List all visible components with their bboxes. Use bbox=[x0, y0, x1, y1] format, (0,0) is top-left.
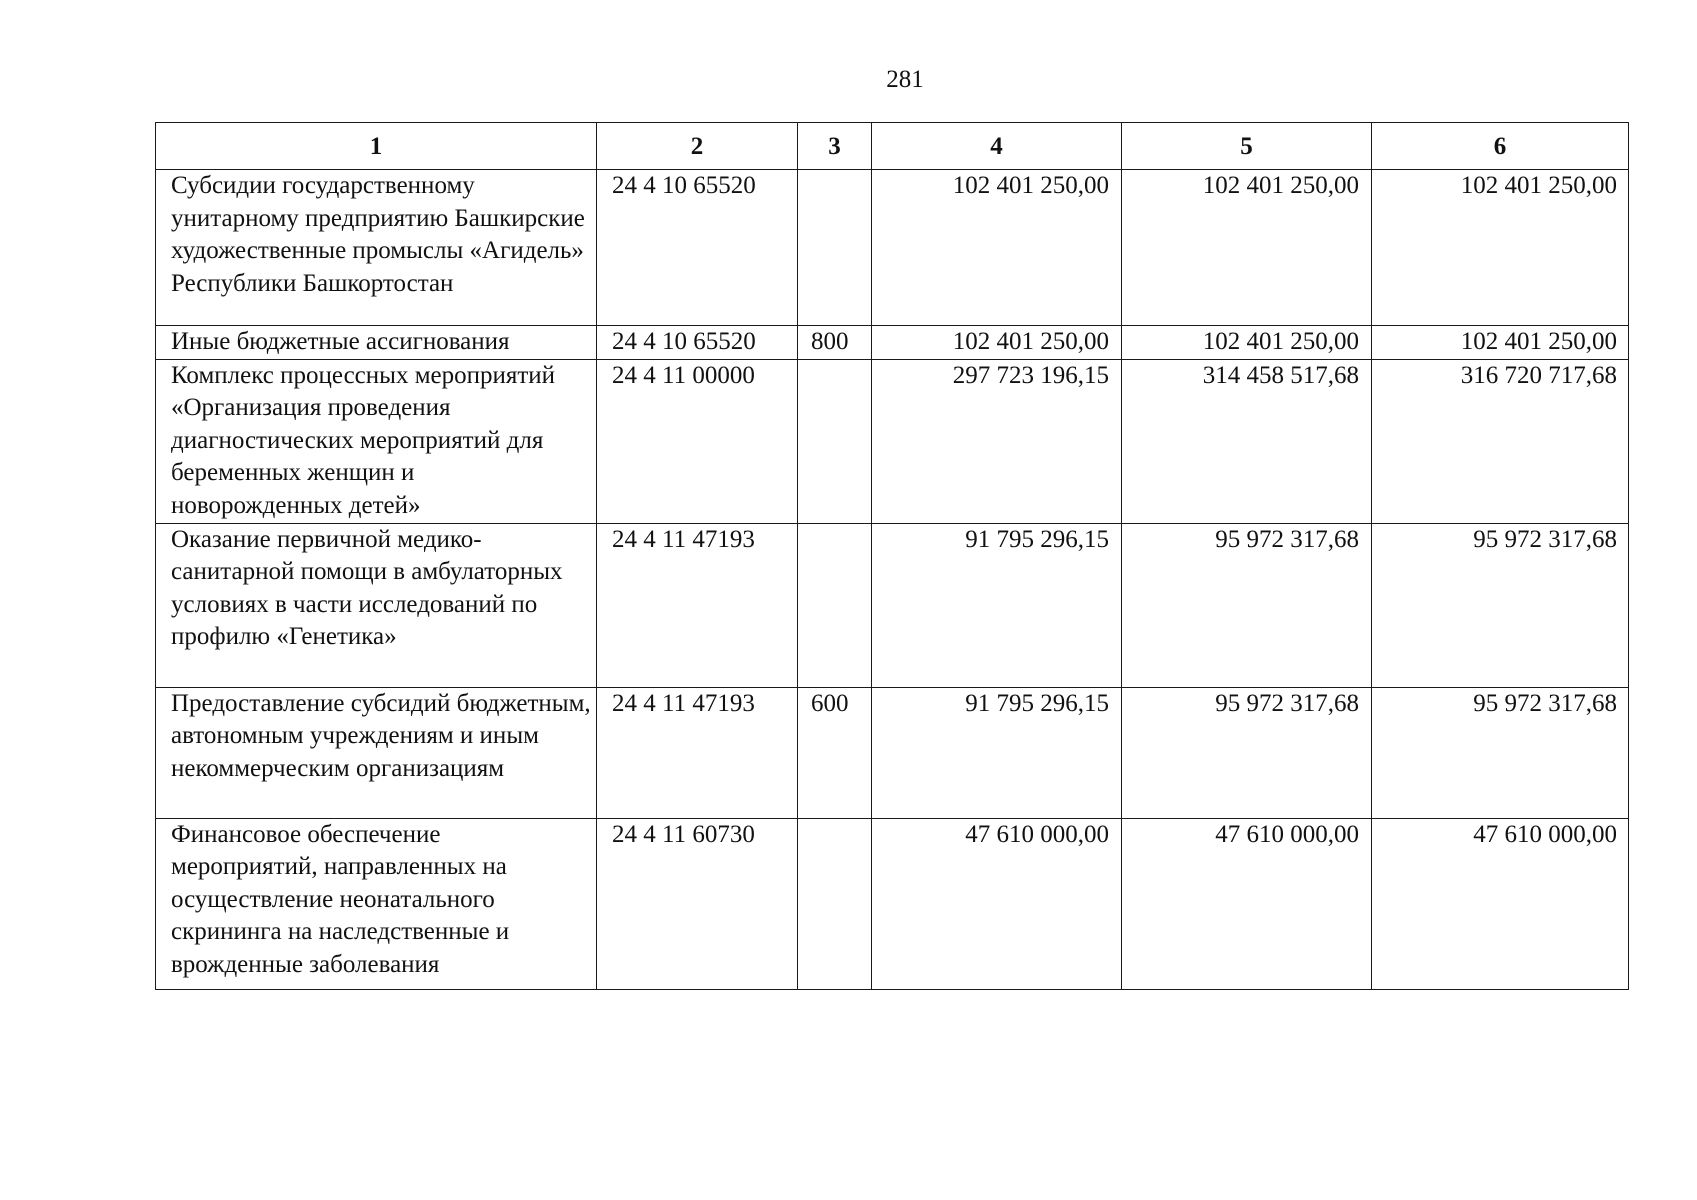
table-row bbox=[156, 523, 1629, 687]
row-amount-col4: 47 610 000,00 bbox=[872, 818, 1122, 989]
table-header-row bbox=[156, 123, 1629, 170]
row-amount-col6: 102 401 250,00 bbox=[1372, 326, 1629, 360]
header-col-4: 4 bbox=[872, 123, 1122, 170]
header-col-3: 3 bbox=[798, 123, 872, 170]
row-name: Предоставление субсидий бюджетным, автономным учреждениям и иным некоммерческим организациям bbox=[156, 687, 597, 818]
row-expense-type: 800 bbox=[798, 326, 872, 360]
row-name: Субсидии государственному унитарному предприятию Башкирские художественные промыслы «Агидель» Республики Башкортостан bbox=[156, 170, 597, 326]
row-amount-col4: 102 401 250,00 bbox=[872, 326, 1122, 360]
table-row bbox=[156, 170, 1629, 326]
header-col-1: 1 bbox=[156, 123, 597, 170]
row-amount-col5: 102 401 250,00 bbox=[1122, 170, 1372, 326]
row-amount-col5: 95 972 317,68 bbox=[1122, 523, 1372, 687]
row-code: 24 4 10 65520 bbox=[597, 170, 798, 326]
row-amount-col4: 91 795 296,15 bbox=[872, 687, 1122, 818]
row-amount-col6: 102 401 250,00 bbox=[1372, 170, 1629, 326]
table-row bbox=[156, 359, 1629, 523]
row-expense-type bbox=[798, 170, 872, 326]
header-col-5: 5 bbox=[1122, 123, 1372, 170]
row-amount-col5: 95 972 317,68 bbox=[1122, 687, 1372, 818]
row-name: Иные бюджетные ассигнования bbox=[156, 326, 597, 360]
row-code: 24 4 11 47193 bbox=[597, 687, 798, 818]
table-row bbox=[156, 326, 1629, 360]
row-code: 24 4 11 47193 bbox=[597, 523, 798, 687]
row-code: 24 4 10 65520 bbox=[597, 326, 798, 360]
row-amount-col5: 102 401 250,00 bbox=[1122, 326, 1372, 360]
header-col-6: 6 bbox=[1372, 123, 1629, 170]
row-name: Финансовое обеспечение мероприятий, направленных на осуществление неонатального скрининга на наследственные и врожденные заболевания bbox=[156, 818, 597, 989]
row-expense-type bbox=[798, 359, 872, 523]
table-row bbox=[156, 818, 1629, 989]
row-amount-col6: 95 972 317,68 bbox=[1372, 523, 1629, 687]
row-code: 24 4 11 00000 bbox=[597, 359, 798, 523]
row-amount-col4: 297 723 196,15 bbox=[872, 359, 1122, 523]
header-col-2: 2 bbox=[597, 123, 798, 170]
row-expense-type bbox=[798, 523, 872, 687]
row-expense-type bbox=[798, 818, 872, 989]
page-number: 281 bbox=[886, 66, 924, 93]
row-amount-col6: 47 610 000,00 bbox=[1372, 818, 1629, 989]
row-amount-col5: 47 610 000,00 bbox=[1122, 818, 1372, 989]
row-amount-col4: 91 795 296,15 bbox=[872, 523, 1122, 687]
row-expense-type: 600 bbox=[798, 687, 872, 818]
row-amount-col5: 314 458 517,68 bbox=[1122, 359, 1372, 523]
row-code: 24 4 11 60730 bbox=[597, 818, 798, 989]
row-amount-col6: 95 972 317,68 bbox=[1372, 687, 1629, 818]
row-amount-col4: 102 401 250,00 bbox=[872, 170, 1122, 326]
row-name: Оказание первичной медико-санитарной помощи в амбулаторных условиях в части исследований по профилю «Генетика» bbox=[156, 523, 597, 687]
row-amount-col6: 316 720 717,68 bbox=[1372, 359, 1629, 523]
budget-table bbox=[155, 122, 1629, 990]
row-name: Комплекс процессных мероприятий «Организация проведения диагностических мероприятий для беременных женщин и новорожденных детей» bbox=[156, 359, 597, 523]
table-row bbox=[156, 687, 1629, 818]
